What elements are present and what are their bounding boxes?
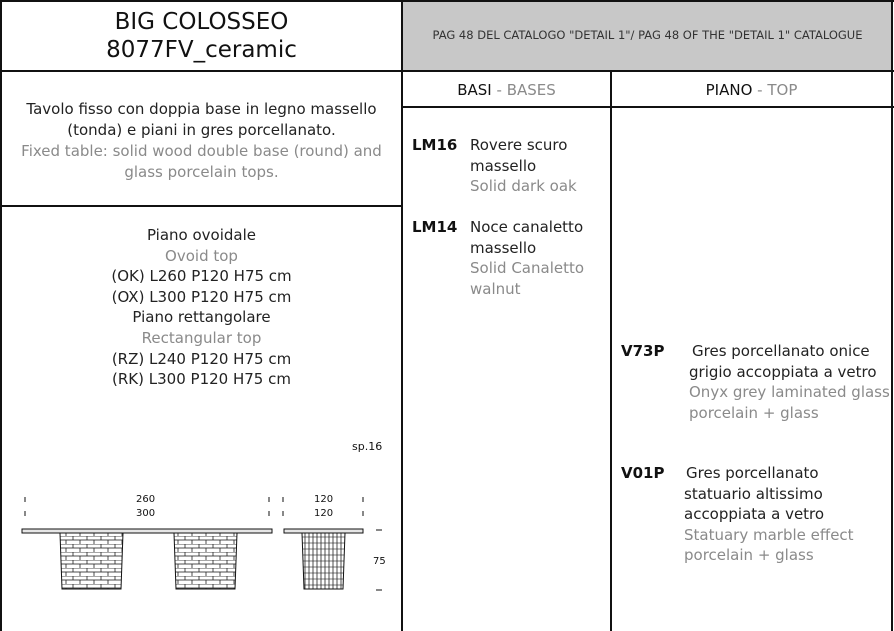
top-column-header [612, 81, 891, 99]
top-v01p-en-1: Statuary marble effect [684, 525, 854, 544]
base-lm16-it-2: massello [470, 156, 537, 175]
base-lm14-en-2: walnut [470, 279, 521, 298]
base-lm16-it-1: Rovere scuro [470, 136, 568, 154]
base-lm14-en-1: Solid Canaletto [470, 259, 585, 277]
ovoid-top-it: Piano ovoidale [146, 226, 257, 244]
height-75-label: 75 [373, 556, 386, 567]
description-it-2: (tonda) e piani in gres porcellanato. [67, 121, 336, 139]
table-drawing [0, 0, 402, 631]
base-side [302, 533, 345, 589]
rect-top-en: Rectangular top [141, 328, 262, 347]
catalogue-reference: PAG 48 DEL CATALOGO "DETAIL 1"/ PAG 48 OF THE "DETAIL 1" CATALOGUE [432, 28, 863, 42]
length-260-label: 260 [136, 494, 156, 505]
top-label-it: PIANO [705, 81, 753, 99]
top-v73p-en-2: porcelain + glass [689, 403, 819, 422]
grid-line-colhead-bottom [403, 106, 894, 108]
top-code-v01p: V01P [621, 464, 665, 482]
thickness-label: sp.16 [352, 440, 383, 453]
size-ok: (OK) L260 P120 H75 cm [111, 267, 292, 286]
base-lm14-it-2: massello [470, 238, 537, 257]
table-top-front [22, 529, 272, 533]
table-top-side [284, 529, 363, 533]
grid-line-cols [610, 70, 612, 631]
length-300-label: 300 [136, 508, 156, 519]
rect-top-it: Piano rettangolare [132, 308, 271, 327]
top-v01p-it-1: Gres porcellanato [686, 464, 819, 482]
description-en-1: Fixed table: solid wood double base (round) and [21, 142, 382, 160]
base-code-lm14: LM14 [412, 218, 458, 236]
product-code: 8077FV_ceramic [106, 37, 297, 63]
top-label-en: TOP [767, 81, 798, 99]
description-it-1: Tavolo fisso con doppia base in legno massello [26, 100, 377, 118]
base-left [60, 533, 123, 589]
bases-label-sep: - [491, 81, 507, 99]
depth-120-label-2: 120 [314, 508, 334, 519]
depth-120-label-1: 120 [314, 494, 334, 505]
top-v01p-en-2: porcelain + glass [684, 546, 814, 564]
top-desc-v01p [684, 463, 854, 566]
bases-label-en: BASES [506, 81, 556, 99]
product-name: BIG COLOSSEO [114, 9, 289, 35]
top-v73p-it-1: Gres porcellanato onice [692, 342, 870, 360]
top-v73p-it-2: grigio accoppiata a vetro [689, 362, 877, 381]
top-v01p-it-3: accoppiata a vetro [684, 505, 825, 523]
base-desc-lm16 [470, 135, 577, 197]
size-rz: (RZ) L240 P120 H75 cm [111, 349, 292, 368]
base-right [174, 533, 237, 589]
top-v73p-en-1: Onyx grey laminated glass [689, 383, 890, 401]
size-ox: (OX) L300 P120 H75 cm [111, 287, 292, 306]
top-code-v73p: V73P [621, 342, 665, 360]
grid-line-right [891, 0, 893, 631]
bases-label-it: BASI [457, 81, 492, 99]
bases-column-header [403, 81, 610, 99]
base-lm14-it-1: Noce canaletto [470, 218, 584, 236]
base-code-lm16: LM16 [412, 136, 458, 154]
size-rk: (RK) L300 P120 H75 cm [112, 370, 291, 389]
top-v01p-it-2: statuario altissimo [684, 484, 823, 503]
top-label-sep: - [752, 81, 768, 99]
top-desc-v73p [689, 341, 890, 423]
base-desc-lm14 [470, 217, 584, 299]
ovoid-top-en: Ovoid top [165, 246, 238, 265]
description-en-2: glass porcelain tops. [124, 163, 279, 181]
base-lm16-en-1: Solid dark oak [470, 177, 577, 195]
